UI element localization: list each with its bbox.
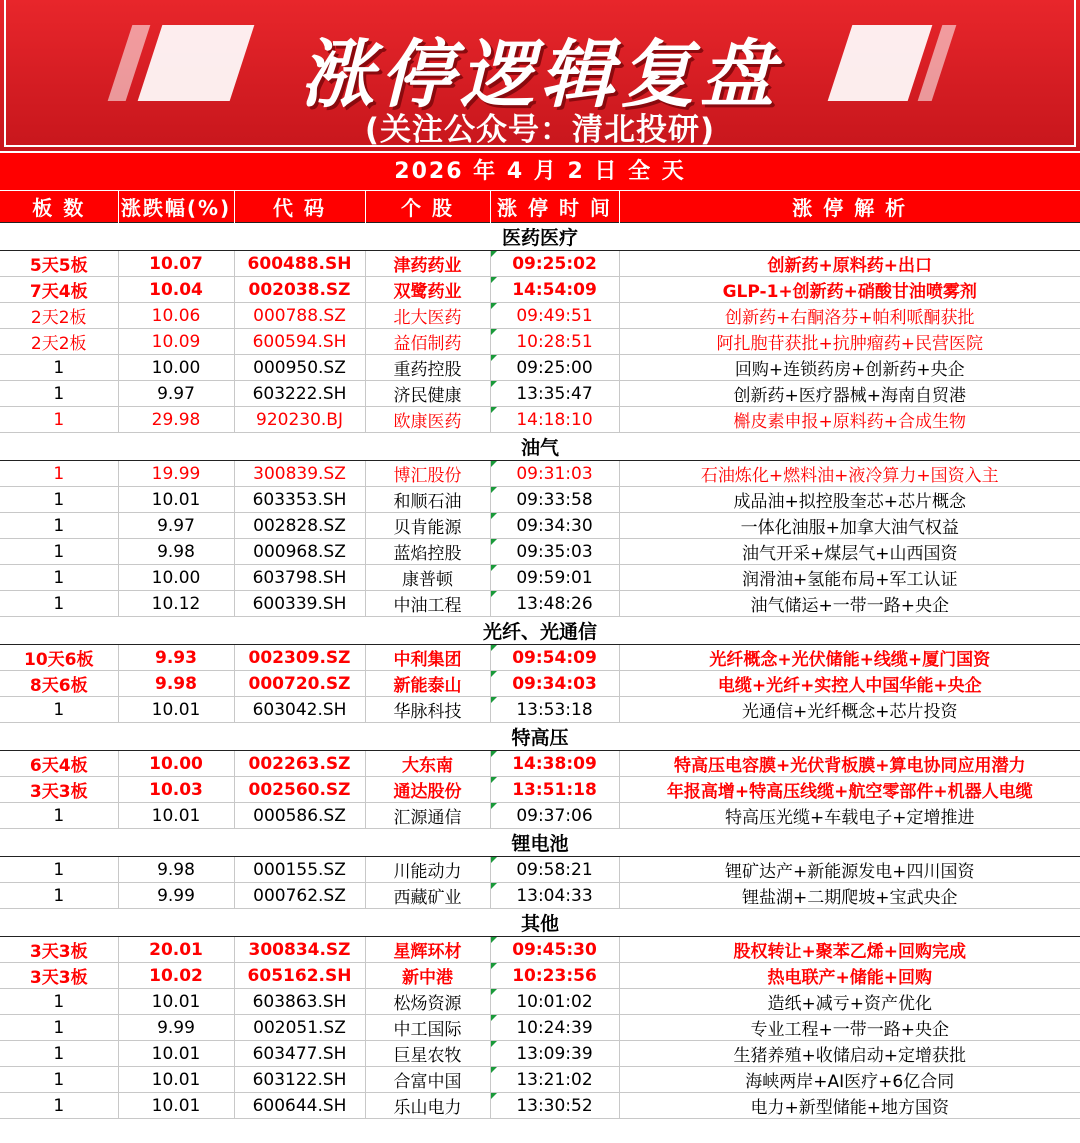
board-count-cell: 2天2板 bbox=[0, 329, 118, 355]
limit-up-time-cell: 13:48:26 bbox=[490, 591, 619, 617]
column-header: 个 股 bbox=[365, 191, 490, 223]
limit-up-reason-cell: 油气储运+一带一路+央企 bbox=[619, 591, 1080, 617]
table-row bbox=[0, 487, 1080, 513]
table-body bbox=[0, 223, 1080, 1119]
limit-up-time-cell: 10:28:51 bbox=[490, 329, 619, 355]
limit-up-time-cell: 09:34:30 bbox=[490, 513, 619, 539]
change-percent-cell: 10.01 bbox=[118, 697, 234, 723]
category-row bbox=[0, 433, 1080, 461]
stock-name-cell: 和顺石油 bbox=[365, 487, 490, 513]
stock-code-cell: 603477.SH bbox=[234, 1041, 365, 1067]
limit-up-time-cell: 09:54:09 bbox=[490, 645, 619, 671]
board-count-cell: 1 bbox=[0, 487, 118, 513]
limit-up-time-cell: 13:30:52 bbox=[490, 1093, 619, 1119]
stock-name-cell: 通达股份 bbox=[365, 777, 490, 803]
stock-name-cell: 大东南 bbox=[365, 751, 490, 777]
table-row bbox=[0, 461, 1080, 487]
change-percent-cell: 9.93 bbox=[118, 645, 234, 671]
stock-code-cell: 002560.SZ bbox=[234, 777, 365, 803]
limit-up-time-cell: 09:58:21 bbox=[490, 857, 619, 883]
stock-name-cell: 星辉环材 bbox=[365, 937, 490, 963]
board-count-cell: 7天4板 bbox=[0, 277, 118, 303]
limit-up-time-cell: 09:34:03 bbox=[490, 671, 619, 697]
stock-code-cell: 605162.SH bbox=[234, 963, 365, 989]
board-count-cell: 1 bbox=[0, 697, 118, 723]
stock-name-cell: 合富中国 bbox=[365, 1067, 490, 1093]
stock-name-cell: 贝肯能源 bbox=[365, 513, 490, 539]
change-percent-cell: 9.99 bbox=[118, 1015, 234, 1041]
board-count-cell: 6天4板 bbox=[0, 751, 118, 777]
limit-up-reason-cell: 创新药+原料药+出口 bbox=[619, 251, 1080, 277]
stock-code-cell: 600488.SH bbox=[234, 251, 365, 277]
stock-name-cell: 新能泰山 bbox=[365, 671, 490, 697]
column-header: 代 码 bbox=[234, 191, 365, 223]
limit-up-reason-cell: GLP-1+创新药+硝酸甘油喷雾剂 bbox=[619, 277, 1080, 303]
table-row bbox=[0, 251, 1080, 277]
table-row bbox=[0, 565, 1080, 591]
limit-up-time-cell: 09:31:03 bbox=[490, 461, 619, 487]
change-percent-cell: 10.00 bbox=[118, 355, 234, 381]
stock-code-cell: 603863.SH bbox=[234, 989, 365, 1015]
header-banner bbox=[0, 0, 1080, 153]
limit-up-time-cell: 09:35:03 bbox=[490, 539, 619, 565]
table-row bbox=[0, 355, 1080, 381]
limit-up-reason-cell: 锂矿达产+新能源发电+四川国资 bbox=[619, 857, 1080, 883]
change-percent-cell: 9.97 bbox=[118, 513, 234, 539]
stock-name-cell: 川能动力 bbox=[365, 857, 490, 883]
limit-up-reason-cell: 股权转让+聚苯乙烯+回购完成 bbox=[619, 937, 1080, 963]
limit-up-time-cell: 09:33:58 bbox=[490, 487, 619, 513]
table-row bbox=[0, 963, 1080, 989]
limit-up-time-cell: 09:59:01 bbox=[490, 565, 619, 591]
stock-code-cell: 000762.SZ bbox=[234, 883, 365, 909]
category-label: 光纤、光通信 bbox=[0, 617, 1080, 645]
limit-up-time-cell: 10:01:02 bbox=[490, 989, 619, 1015]
board-count-cell: 1 bbox=[0, 883, 118, 909]
change-percent-cell: 10.04 bbox=[118, 277, 234, 303]
column-header: 涨跌幅(%) bbox=[118, 191, 234, 223]
stock-name-cell: 中工国际 bbox=[365, 1015, 490, 1041]
change-percent-cell: 9.99 bbox=[118, 883, 234, 909]
limit-up-table bbox=[0, 191, 1080, 1119]
table-row bbox=[0, 937, 1080, 963]
stock-code-cell: 603042.SH bbox=[234, 697, 365, 723]
board-count-cell: 1 bbox=[0, 591, 118, 617]
stock-code-cell: 603798.SH bbox=[234, 565, 365, 591]
limit-up-reason-cell: 生猪养殖+收储启动+定增获批 bbox=[619, 1041, 1080, 1067]
page-subtitle: (关注公众号：清北投研) bbox=[364, 112, 716, 148]
change-percent-cell: 10.02 bbox=[118, 963, 234, 989]
board-count-cell: 10天6板 bbox=[0, 645, 118, 671]
stock-code-cell: 920230.BJ bbox=[234, 407, 365, 433]
limit-up-reason-cell: 热电联产+储能+回购 bbox=[619, 963, 1080, 989]
category-label: 其他 bbox=[0, 909, 1080, 937]
limit-up-time-cell: 13:04:33 bbox=[490, 883, 619, 909]
limit-up-reason-cell: 创新药+右酮洛芬+帕利哌酮获批 bbox=[619, 303, 1080, 329]
change-percent-cell: 10.01 bbox=[118, 1093, 234, 1119]
stock-code-cell: 600339.SH bbox=[234, 591, 365, 617]
table-row bbox=[0, 989, 1080, 1015]
table-row bbox=[0, 1093, 1080, 1119]
limit-up-time-cell: 09:25:00 bbox=[490, 355, 619, 381]
table-row bbox=[0, 751, 1080, 777]
limit-up-time-cell: 13:35:47 bbox=[490, 381, 619, 407]
limit-up-time-cell: 14:18:10 bbox=[490, 407, 619, 433]
stock-name-cell: 乐山电力 bbox=[365, 1093, 490, 1119]
stock-name-cell: 蓝焰控股 bbox=[365, 539, 490, 565]
limit-up-reason-cell: 回购+连锁药房+创新药+央企 bbox=[619, 355, 1080, 381]
limit-up-reason-cell: 海峡两岸+AI医疗+6亿合同 bbox=[619, 1067, 1080, 1093]
table-row bbox=[0, 539, 1080, 565]
limit-up-reason-cell: 锂盐湖+二期爬坡+宝武央企 bbox=[619, 883, 1080, 909]
limit-up-reason-cell: 年报高增+特高压线缆+航空零部件+机器人电缆 bbox=[619, 777, 1080, 803]
board-count-cell: 2天2板 bbox=[0, 303, 118, 329]
table-header-row bbox=[0, 191, 1080, 223]
stock-code-cell: 000788.SZ bbox=[234, 303, 365, 329]
board-count-cell: 1 bbox=[0, 1067, 118, 1093]
change-percent-cell: 9.98 bbox=[118, 671, 234, 697]
limit-up-reason-cell: 造纸+减亏+资产优化 bbox=[619, 989, 1080, 1015]
limit-up-reason-cell: 特高压光缆+车载电子+定增推进 bbox=[619, 803, 1080, 829]
stock-code-cell: 002828.SZ bbox=[234, 513, 365, 539]
stock-code-cell: 002263.SZ bbox=[234, 751, 365, 777]
change-percent-cell: 10.01 bbox=[118, 989, 234, 1015]
board-count-cell: 3天3板 bbox=[0, 777, 118, 803]
change-percent-cell: 10.01 bbox=[118, 1041, 234, 1067]
stock-code-cell: 600644.SH bbox=[234, 1093, 365, 1119]
stock-name-cell: 中油工程 bbox=[365, 591, 490, 617]
stock-code-cell: 603222.SH bbox=[234, 381, 365, 407]
date-bar: 2026 年 4 月 2 日 全 天 bbox=[0, 153, 1080, 191]
category-label: 油气 bbox=[0, 433, 1080, 461]
category-label: 锂电池 bbox=[0, 829, 1080, 857]
table-row bbox=[0, 883, 1080, 909]
limit-up-time-cell: 14:54:09 bbox=[490, 277, 619, 303]
stock-name-cell: 博汇股份 bbox=[365, 461, 490, 487]
change-percent-cell: 10.00 bbox=[118, 565, 234, 591]
limit-up-time-cell: 09:45:30 bbox=[490, 937, 619, 963]
board-count-cell: 1 bbox=[0, 539, 118, 565]
table-row bbox=[0, 857, 1080, 883]
stock-name-cell: 华脉科技 bbox=[365, 697, 490, 723]
change-percent-cell: 10.09 bbox=[118, 329, 234, 355]
stock-name-cell: 巨星农牧 bbox=[365, 1041, 490, 1067]
board-count-cell: 1 bbox=[0, 1041, 118, 1067]
stock-name-cell: 新中港 bbox=[365, 963, 490, 989]
board-count-cell: 1 bbox=[0, 407, 118, 433]
table-row bbox=[0, 1015, 1080, 1041]
table-row bbox=[0, 777, 1080, 803]
limit-up-reason-cell: 光通信+光纤概念+芯片投资 bbox=[619, 697, 1080, 723]
table-row bbox=[0, 513, 1080, 539]
category-row bbox=[0, 617, 1080, 645]
category-row bbox=[0, 829, 1080, 857]
stock-code-cell: 000968.SZ bbox=[234, 539, 365, 565]
limit-up-time-cell: 09:49:51 bbox=[490, 303, 619, 329]
stock-name-cell: 松炀资源 bbox=[365, 989, 490, 1015]
stock-code-cell: 002051.SZ bbox=[234, 1015, 365, 1041]
change-percent-cell: 9.98 bbox=[118, 539, 234, 565]
stock-name-cell: 益佰制药 bbox=[365, 329, 490, 355]
stock-code-cell: 000586.SZ bbox=[234, 803, 365, 829]
change-percent-cell: 10.01 bbox=[118, 1067, 234, 1093]
limit-up-time-cell: 13:53:18 bbox=[490, 697, 619, 723]
table-row bbox=[0, 407, 1080, 433]
table-row bbox=[0, 671, 1080, 697]
limit-up-reason-cell: 油气开采+煤层气+山西国资 bbox=[619, 539, 1080, 565]
stock-name-cell: 西藏矿业 bbox=[365, 883, 490, 909]
board-count-cell: 1 bbox=[0, 355, 118, 381]
table-row bbox=[0, 1041, 1080, 1067]
change-percent-cell: 9.98 bbox=[118, 857, 234, 883]
stock-code-cell: 603122.SH bbox=[234, 1067, 365, 1093]
limit-up-reason-cell: 润滑油+氢能布局+军工认证 bbox=[619, 565, 1080, 591]
change-percent-cell: 10.00 bbox=[118, 751, 234, 777]
limit-up-time-cell: 13:09:39 bbox=[490, 1041, 619, 1067]
table-row bbox=[0, 381, 1080, 407]
change-percent-cell: 19.99 bbox=[118, 461, 234, 487]
board-count-cell: 3天3板 bbox=[0, 937, 118, 963]
limit-up-time-cell: 10:23:56 bbox=[490, 963, 619, 989]
category-row bbox=[0, 723, 1080, 751]
board-count-cell: 5天5板 bbox=[0, 251, 118, 277]
limit-up-time-cell: 13:21:02 bbox=[490, 1067, 619, 1093]
board-count-cell: 1 bbox=[0, 1015, 118, 1041]
change-percent-cell: 9.97 bbox=[118, 381, 234, 407]
table-row bbox=[0, 303, 1080, 329]
limit-up-time-cell: 13:51:18 bbox=[490, 777, 619, 803]
stock-code-cell: 002309.SZ bbox=[234, 645, 365, 671]
change-percent-cell: 10.06 bbox=[118, 303, 234, 329]
stock-code-cell: 000155.SZ bbox=[234, 857, 365, 883]
stock-name-cell: 欧康医药 bbox=[365, 407, 490, 433]
limit-up-reason-cell: 成品油+拟控股奎芯+芯片概念 bbox=[619, 487, 1080, 513]
limit-up-time-cell: 10:24:39 bbox=[490, 1015, 619, 1041]
board-count-cell: 1 bbox=[0, 565, 118, 591]
stock-name-cell: 津药药业 bbox=[365, 251, 490, 277]
limit-up-reason-cell: 特高压电容膜+光伏背板膜+算电协同应用潜力 bbox=[619, 751, 1080, 777]
limit-up-time-cell: 09:25:02 bbox=[490, 251, 619, 277]
column-header: 涨 停 时 间 bbox=[490, 191, 619, 223]
stock-code-cell: 002038.SZ bbox=[234, 277, 365, 303]
table-row bbox=[0, 329, 1080, 355]
category-row bbox=[0, 223, 1080, 251]
change-percent-cell: 10.07 bbox=[118, 251, 234, 277]
limit-up-reason-cell: 光纤概念+光伏储能+线缆+厦门国资 bbox=[619, 645, 1080, 671]
table-row bbox=[0, 591, 1080, 617]
board-count-cell: 1 bbox=[0, 513, 118, 539]
limit-up-reason-cell: 创新药+医疗器械+海南自贸港 bbox=[619, 381, 1080, 407]
stock-code-cell: 000720.SZ bbox=[234, 671, 365, 697]
change-percent-cell: 10.01 bbox=[118, 803, 234, 829]
change-percent-cell: 29.98 bbox=[118, 407, 234, 433]
limit-up-time-cell: 09:37:06 bbox=[490, 803, 619, 829]
table-row bbox=[0, 645, 1080, 671]
stock-name-cell: 北大医药 bbox=[365, 303, 490, 329]
board-count-cell: 1 bbox=[0, 461, 118, 487]
stock-code-cell: 300834.SZ bbox=[234, 937, 365, 963]
limit-up-reason-cell: 槲皮素申报+原料药+合成生物 bbox=[619, 407, 1080, 433]
page-title: 涨停逻辑复盘 bbox=[300, 32, 780, 118]
stock-name-cell: 汇源通信 bbox=[365, 803, 490, 829]
change-percent-cell: 20.01 bbox=[118, 937, 234, 963]
limit-up-reason-cell: 一体化油服+加拿大油气权益 bbox=[619, 513, 1080, 539]
table-row bbox=[0, 277, 1080, 303]
stock-code-cell: 300839.SZ bbox=[234, 461, 365, 487]
board-count-cell: 1 bbox=[0, 381, 118, 407]
change-percent-cell: 10.01 bbox=[118, 487, 234, 513]
limit-up-reason-cell: 石油炼化+燃料油+液冷算力+国资入主 bbox=[619, 461, 1080, 487]
change-percent-cell: 10.03 bbox=[118, 777, 234, 803]
board-count-cell: 3天3板 bbox=[0, 963, 118, 989]
stock-code-cell: 603353.SH bbox=[234, 487, 365, 513]
board-count-cell: 1 bbox=[0, 1093, 118, 1119]
stock-name-cell: 双鹭药业 bbox=[365, 277, 490, 303]
category-row bbox=[0, 909, 1080, 937]
board-count-cell: 1 bbox=[0, 857, 118, 883]
category-label: 特高压 bbox=[0, 723, 1080, 751]
stock-name-cell: 中利集团 bbox=[365, 645, 490, 671]
stock-name-cell: 济民健康 bbox=[365, 381, 490, 407]
column-header: 板 数 bbox=[0, 191, 118, 223]
table-row bbox=[0, 803, 1080, 829]
board-count-cell: 1 bbox=[0, 803, 118, 829]
limit-up-reason-cell: 阿扎胞苷获批+抗肿瘤药+民营医院 bbox=[619, 329, 1080, 355]
board-count-cell: 8天6板 bbox=[0, 671, 118, 697]
board-count-cell: 1 bbox=[0, 989, 118, 1015]
limit-up-reason-cell: 电力+新型储能+地方国资 bbox=[619, 1093, 1080, 1119]
table-row bbox=[0, 1067, 1080, 1093]
limit-up-time-cell: 14:38:09 bbox=[490, 751, 619, 777]
limit-up-reason-cell: 专业工程+一带一路+央企 bbox=[619, 1015, 1080, 1041]
change-percent-cell: 10.12 bbox=[118, 591, 234, 617]
limit-up-reason-cell: 电缆+光纤+实控人中国华能+央企 bbox=[619, 671, 1080, 697]
table-row bbox=[0, 697, 1080, 723]
column-header: 涨 停 解 析 bbox=[619, 191, 1080, 223]
stock-name-cell: 重药控股 bbox=[365, 355, 490, 381]
stock-code-cell: 600594.SH bbox=[234, 329, 365, 355]
stock-name-cell: 康普顿 bbox=[365, 565, 490, 591]
stock-code-cell: 000950.SZ bbox=[234, 355, 365, 381]
category-label: 医药医疗 bbox=[0, 223, 1080, 251]
